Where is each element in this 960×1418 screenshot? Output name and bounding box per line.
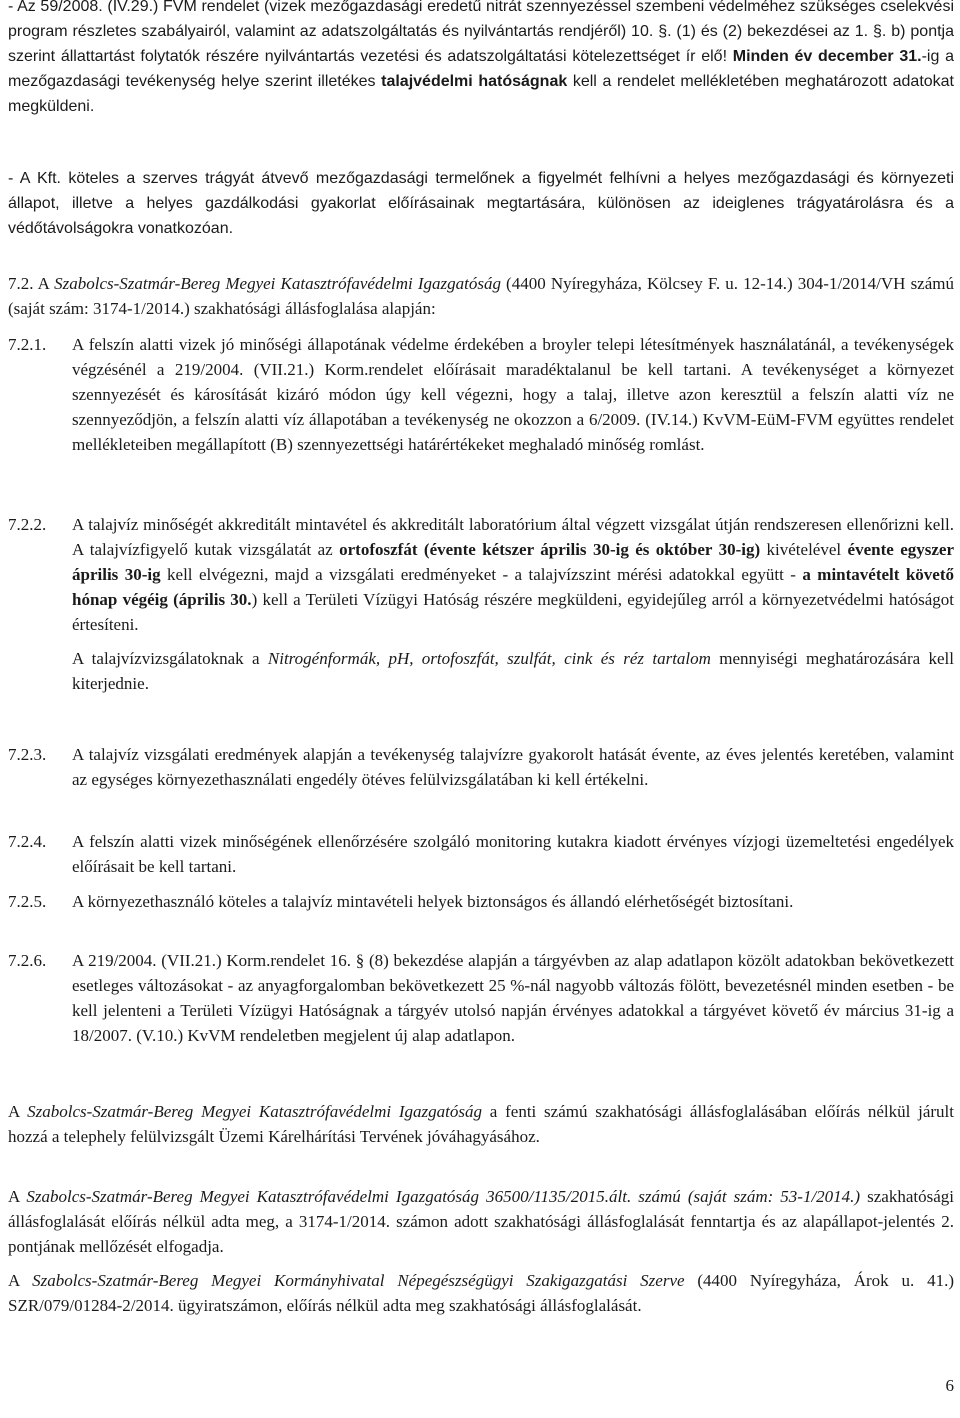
text-run: 7.2. A xyxy=(8,274,55,293)
deadline-bold: Minden év december 31. xyxy=(732,48,922,65)
item-7-2-3 xyxy=(8,742,954,792)
text-run: A talajvízvizsgálatoknak a xyxy=(72,649,268,668)
text-run: a fenti számú szakhatósági állásfoglalásában előírás nélkül járult hozzá a telephely felülvizsgált Üzemi Kárelhárítási Tervének jóváhagyásához. xyxy=(8,1102,954,1146)
disaster-authority-opinion-paragraph xyxy=(8,1184,954,1259)
text-run: ) kell a Területi Vízügyi Hatóság részére megküldeni, egyidejűleg arról a környezetvédelmi hatóságot értesíteni. xyxy=(72,590,954,634)
text-run: kell elvégezni, majd a vizsgálati eredményeket - a talajvízszint mérési adatokkal együtt - xyxy=(160,565,803,584)
manure-notice-paragraph xyxy=(8,166,954,241)
text-run: kell a rendelet mellékletében meghatározott adatokat megküldeni. xyxy=(8,73,954,115)
disaster-authority-approval-paragraph xyxy=(8,1099,954,1149)
section-7-2-heading xyxy=(8,271,954,321)
text-run: -ig a mezőgazdasági tevékenység helye szerint illetékes xyxy=(8,48,954,90)
text-run: A talajvíz minőségét akkreditált mintavétel és akkreditált laboratórium által végzett vizsgálat útján rendszeresen ellenőrizni kell. A talajvízfigyelő kutak vizsgálatát az xyxy=(72,515,954,559)
item-7-2-1 xyxy=(8,332,954,457)
submission-deadline-bold: a mintavételt követő hónap végéig (április 30. xyxy=(72,565,955,609)
item-7-2-6 xyxy=(8,948,954,1048)
item-body xyxy=(72,512,954,637)
text-run: A 219/2004. (VII.21.) Korm.rendelet 16. § (8) bekezdése alapján a tárgyévben az alap adatlapon közölt adatokban bekövetkezett esetleges változásokat - az anyagforgalomban bekövetkezett 25 %-nál nagyobb változás fölött, bevezetésnél minden esetben - be kell jelenteni a Területi Vízügyi Hatóságnak a tárgyév utolsó napján érvényes adatokkal a tárgyévet követő év március 31-ig a 18/2007. (V.10.) KvVM rendeletben megjelent új alap adatlapon. xyxy=(72,951,954,1045)
text-run: kivételével xyxy=(760,540,848,559)
authority-name-italic: Szabolcs-Szatmár-Bereg Megyei Katasztrófavédelmi Igazgatóság xyxy=(27,1102,482,1121)
item-7-2-5 xyxy=(8,889,954,914)
text-run: mennyiségi meghatározására kell kiterjednie. xyxy=(72,649,954,693)
page-number: 6 xyxy=(945,1376,954,1395)
item-7-2-2 xyxy=(8,512,954,696)
nitrate-regulation-paragraph xyxy=(8,0,954,119)
authority-name-italic: Szabolcs-Szatmár-Bereg Megyei Kormányhivatal Népegészségügyi Szakigazgatási Szerve xyxy=(32,1271,685,1290)
item-number: 7.2.4. xyxy=(8,832,47,851)
text-run: A xyxy=(8,1271,33,1290)
item-body xyxy=(72,829,954,879)
item-body-2 xyxy=(72,646,954,696)
text-run: A xyxy=(8,1187,27,1206)
text-run: (4400 Nyíregyháza, Kölcsey F. u. 12-14.) 304-1/2014/VH számú (saját szám: 3174-1/2014.) szakhatósági állásfoglalása alapján: xyxy=(8,274,954,318)
public-health-authority-paragraph xyxy=(8,1268,954,1318)
authority-bold: talajvédelmi hatóságnak xyxy=(381,73,568,90)
text-run: A talajvíz vizsgálati eredmények alapján a tevékenység talajvízre gyakorolt hatását évente, az éves jelentés keretében, valamint az egységes környezethasználati engedély ötéves felülvizsgálatában ki kell értékelni. xyxy=(72,745,954,789)
item-number: 7.2.5. xyxy=(8,892,47,911)
item-number: 7.2.1. xyxy=(8,335,47,354)
reference-number-italic: 36500/1135/2015.ált. számú (saját szám: 53-1/2014.) xyxy=(479,1187,861,1206)
authority-name-italic: Szabolcs-Szatmár-Bereg Megyei Katasztrófavédelmi Igazgatóság xyxy=(26,1187,480,1206)
ortophosphate-bold: ortofoszfát (évente kétszer április 30-ig és október 30-ig) xyxy=(339,540,761,559)
text-run: A környezethasználó köteles a talajvíz mintavételi helyek biztonságos és állandó elérhetőségét biztosítani. xyxy=(72,892,794,911)
item-body xyxy=(72,332,954,457)
item-number: 7.2.6. xyxy=(8,951,47,970)
text-run: - A Kft. köteles a szerves trágyát átvevő mezőgazdasági termelőnek a figyelmét felhívni a helyes mezőgazdasági és környezeti állapot, illetve a helyes gazdálkodási gyakorlat előírásainak megtartására, különösen az ideiglenes trágyatárolásra és a védőtávolságokra vonatkozóan. xyxy=(8,170,954,237)
item-body xyxy=(72,889,954,914)
text-run: A xyxy=(8,1102,28,1121)
text-run: A felszín alatti vizek minőségének ellenőrzésére szolgáló monitoring kutakra kiadott érvényes vízjogi üzemeltetési engedélyek előírásait be kell tartani. xyxy=(72,832,954,876)
item-7-2-4 xyxy=(8,829,954,879)
item-body xyxy=(72,742,954,792)
item-body xyxy=(72,948,954,1048)
item-number: 7.2.3. xyxy=(8,745,47,764)
text-run: szakhatósági állásfoglalását előírás nélkül adta meg, a 3174-1/2014. számon adott szakhatósági állásfoglalását fenntartja és az alapállapot-jelentés 2. pontjának mellőzését elfogadja. xyxy=(8,1187,954,1256)
annual-deadline-bold: évente egyszer április 30-ig xyxy=(72,540,954,584)
item-number: 7.2.2. xyxy=(8,515,47,534)
text-run: (4400 Nyíregyháza, Árok u. 41.) SZR/079/01284-2/2014. ügyiratszámon, előírás nélkül adta meg szakhatósági állásfoglalását. xyxy=(8,1271,954,1315)
text-run: - Az 59/2008. (IV.29.) FVM rendelet (vizek mezőgazdasági eredetű nitrát szennyezéssel szembeni védelméhez szükséges cselekvési program részletes szabályairól, valamint az adatszolgáltatás és nyilvántartás rendjéről) 10. §. (1) és (2) bekezdései az 1. §. b) pontja szerint állattartást folytatók részére nyilvántartás vezetési és adatszolgáltatási kötelezettséget ír elő! xyxy=(8,0,954,65)
parameters-italic: Nitrogénformák, pH, ortofoszfát, szulfát, cink és réz tartalom xyxy=(267,649,711,668)
authority-name-italic: Szabolcs-Szatmár-Bereg Megyei Katasztrófavédelmi Igazgatóság xyxy=(54,274,501,293)
text-run: A felszín alatti vizek jó minőségi állapotának védelme érdekében a broyler telepi létesítmények használatánál, a tevékenységek végzésénél a 219/2004. (VII.21.) Korm.rendelet előírásait maradéktalanul be kell tartani. A tevékenységet a környezet szennyezését és károsítását kizáró módon úgy kell végezni, hogy a talaj, illetve azon keresztül a felszín alatti víz ne szennyeződjön, a felszín alatti víz állapotában a tevékenység ne okozzon a 6/2009. (IV.14.) KvVM-EüM-FVM együttes rendelet mellékleteiben megállapított (B) szennyezettségi határértékeket meghaladó minőség romlást. xyxy=(72,335,954,454)
